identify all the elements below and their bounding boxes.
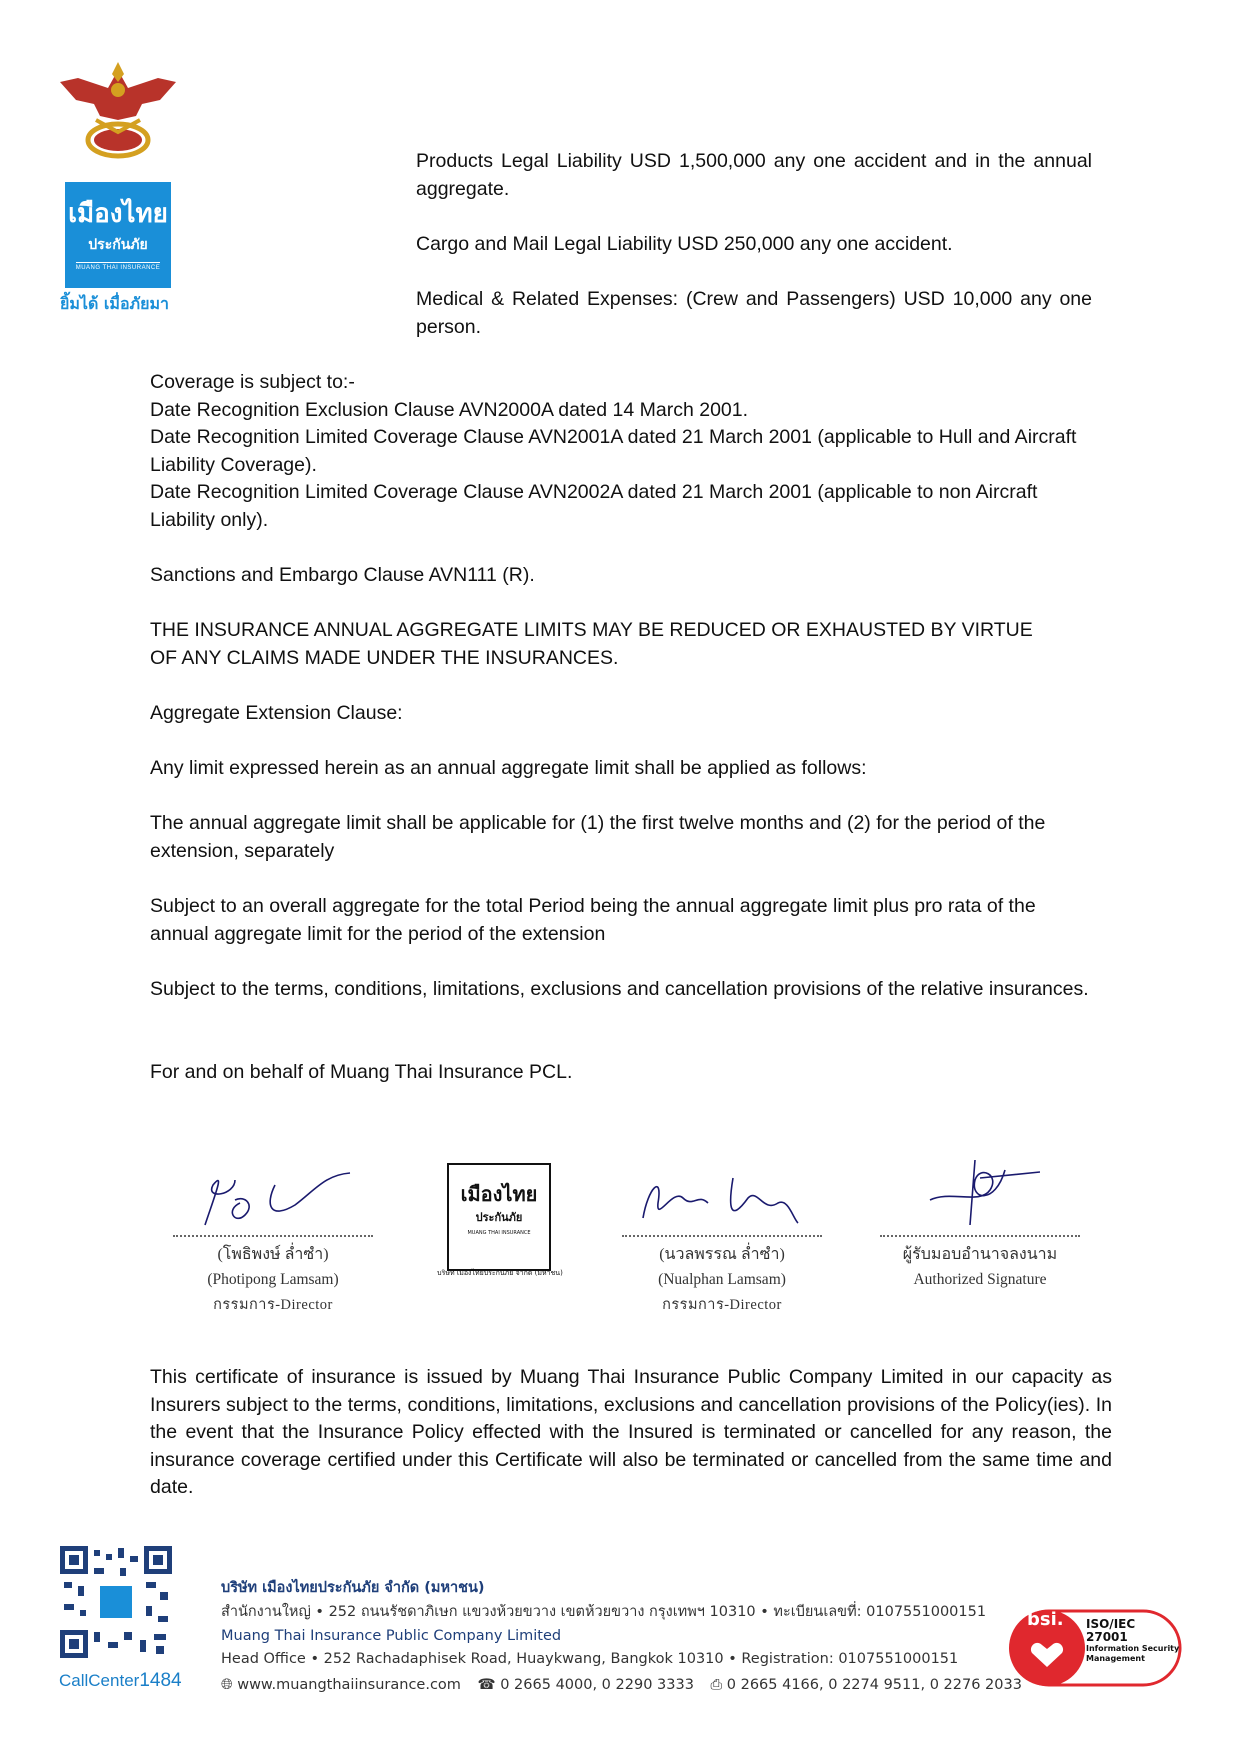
iso-line: Information Security (1086, 1644, 1180, 1653)
footer-en-company: Muang Thai Insurance Public Company Limited (221, 1628, 562, 1644)
signature-line (622, 1235, 822, 1237)
garuda-emblem (58, 60, 178, 164)
clause-item: Date Recognition Limited Coverage Clause AVN2002A dated 21 March 2001 (applicable to non Aircraft Liability only). (150, 481, 1038, 531)
signatory-name: (Photipong Lamsam) (207, 1271, 339, 1288)
signatory-block (880, 1235, 1080, 1292)
signature-line (173, 1235, 373, 1237)
iso-line: 27001 (1086, 1630, 1128, 1644)
signatory-block (173, 1235, 373, 1318)
terms-paragraph: Subject to the terms, conditions, limitations, exclusions and cancellation provisions of the relative insurances. (150, 978, 1089, 1000)
callcenter-number[interactable]: 1484 (139, 1670, 182, 1691)
signatory-name: Authorized Signature (913, 1271, 1047, 1288)
behalf-line: For and on behalf of Muang Thai Insurance PCL. (150, 1061, 573, 1083)
clause-item: Date Recognition Limited Coverage Clause AVN2001A dated 21 March 2001 (applicable to Hull and Aircraft Liability Coverage). (150, 426, 1077, 476)
globe-icon: 🌐︎ (221, 1677, 233, 1693)
coverage-item-medical: Medical & Related Expenses: (Crew and Passengers) USD 10,000 any one person. (416, 288, 1092, 338)
muang-thai-logo: เมืองไทย ประกันภัย MUANG THAI INSURANCE (65, 182, 171, 288)
brand-tagline: ยิ้มได้ เมื่อภัยมา (60, 294, 170, 313)
iso-line: Management (1086, 1654, 1145, 1663)
signatory-thai-name: ผู้รับมอบอำนาจลงนาม (902, 1246, 1058, 1263)
footer-phone[interactable]: 0 2665 4000, 0 2290 3333 (500, 1677, 694, 1693)
aggregate-heading: Aggregate Extension Clause: (150, 702, 403, 724)
callcenter-text: CallCenter (59, 1671, 140, 1690)
iso-label (1086, 1618, 1179, 1664)
clauses-heading: Coverage is subject to:- (150, 371, 355, 393)
sanctions-clause: Sanctions and Embargo Clause AVN111 (R). (150, 564, 535, 586)
footer-thai-address: สำนักงานใหญ่ • 252 ถนนรัชดาภิเษก แขวงห้วยขวาง เขตห้วยขวาง กรุงเทพฯ 10310 • ทะเบียนเลขที่: 0107551000151 (221, 1604, 987, 1620)
signature-photipong (185, 1165, 360, 1235)
clause-item: Date Recognition Exclusion Clause AVN2000A dated 14 March 2001. (150, 398, 749, 421)
company-seal: เมืองไทย ประกันภัย MUANG THAI INSURANCE (447, 1163, 551, 1271)
signature-nualphan (638, 1168, 808, 1238)
aggregate-paragraph: The annual aggregate limit shall be applicable for (1) the first twelve months and (2) for the period of the extension, separately (150, 812, 1046, 862)
callcenter-label (59, 1670, 182, 1692)
footer-fax: 0 2665 4166, 0 2274 9511, 0 2276 2033 (726, 1677, 1022, 1693)
coverage-item-cargo: Cargo and Mail Legal Liability USD 250,000 any one accident. (416, 233, 953, 255)
iso-line: ISO/IEC (1086, 1617, 1136, 1631)
aggregate-warning: THE INSURANCE ANNUAL AGGREGATE LIMITS MAY BE REDUCED OR EXHAUSTED BY VIRTUE OF ANY CLAIMS MADE UNDER THE INSURANCES. (150, 619, 1033, 669)
qr-code-icon[interactable] (60, 1546, 172, 1658)
signature-line (880, 1235, 1080, 1237)
signature-authorized (920, 1150, 1040, 1230)
aggregate-intro: Any limit expressed herein as an annual aggregate limit shall be applied as follows: (150, 757, 867, 779)
signatory-thai-name: (โพธิพงษ์ ล่ำซำ) (217, 1246, 329, 1263)
certificate-note: This certificate of insurance is issued by Muang Thai Insurance Public Company Limited in our capacity as Insurers subject to the terms, conditions, limitations, exclusions and cancellation provisions of the Policy(ies). In the event that the Insurance Policy effected with the Insured is terminated or cancelled for any reason, the insurance coverage certified under this Certificate will also be terminated or cancelled from the same time and date. (150, 1366, 1112, 1498)
footer-thai-company: บริษัท เมืองไทยประกันภัย จำกัด (มหาชน) (221, 1580, 485, 1596)
footer-en-address: Head Office • 252 Rachadaphisek Road, Huaykwang, Bangkok 10310 • Registration: 0107551000151 (221, 1651, 959, 1667)
fax-icon: ⎙ (710, 1677, 723, 1693)
signatory-title: กรรมการ-Director (213, 1297, 333, 1313)
footer-website[interactable]: www.muangthaiinsurance.com (237, 1677, 461, 1693)
signatory-title: กรรมการ-Director (662, 1297, 782, 1313)
signatory-thai-name: (นวลพรรณ ล่ำซำ) (659, 1246, 785, 1263)
signatory-name: (Nualphan Lamsam) (658, 1271, 786, 1288)
signatory-block (622, 1235, 822, 1318)
footer-contact-row (221, 1677, 1022, 1693)
bsi-text: bsi. (1027, 1609, 1064, 1630)
phone-icon: ☎ (477, 1677, 496, 1693)
coverage-item-products: Products Legal Liability USD 1,500,000 any one accident and in the annual aggregate. (416, 150, 1092, 200)
aggregate-paragraph: Subject to an overall aggregate for the total Period being the annual aggregate limit plus pro rata of the annual aggregate limit for the period of the extension (150, 895, 1036, 945)
seal-caption: บริษัท เมืองไทยประกันภัย จำกัด (มหาชน) (437, 1269, 563, 1277)
clauses-block (150, 369, 1090, 534)
